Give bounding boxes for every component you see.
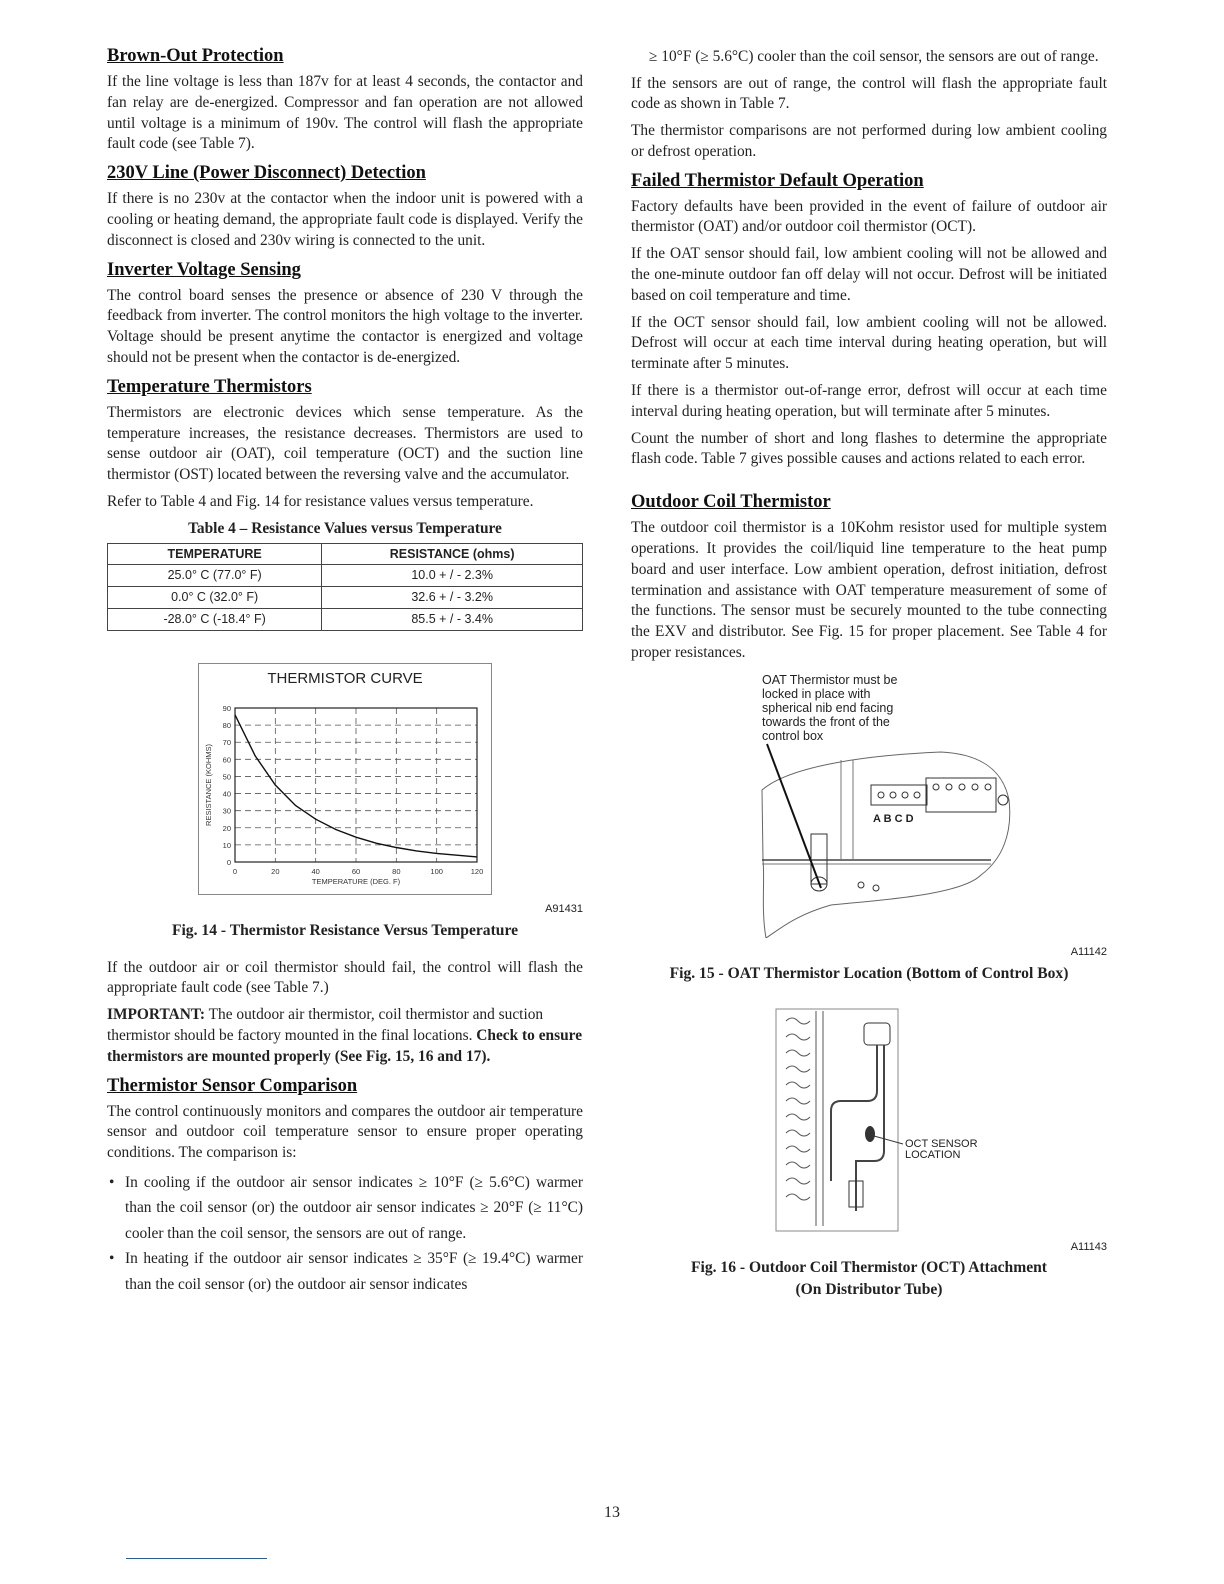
list-item <box>107 1170 583 1247</box>
y-tick-label: 90 <box>222 703 231 713</box>
coil-tubes <box>786 1018 810 1200</box>
line230-heading: 230V Line (Power Disconnect) Detection <box>107 163 426 184</box>
failed-text: Factory defaults have been provided in the event of failure of outdoor air thermistor (OAT) and/or outdoor coil thermistor (OCT). <box>631 197 1107 236</box>
y-tick-label: 60 <box>222 755 231 765</box>
sensor-leader <box>874 1136 903 1144</box>
fig16-caption-line2: (On Distributor Tube) <box>795 1281 943 1299</box>
table-header-row <box>108 543 583 565</box>
y-tick-label: 30 <box>222 806 231 816</box>
y-tick-label: 80 <box>222 720 231 730</box>
table-cell: 25.0° C (77.0° F) <box>108 565 322 587</box>
important-text: The outdoor air thermistor, coil thermistor and suction thermistor should be factory mounted in the final locations. <box>107 1006 544 1044</box>
table-row <box>108 587 583 609</box>
list-item-text: In heating if the outdoor air sensor indicates ≥ 35°F (≥ 19.4°C) warmer than the coil sensor (or) the outdoor air sensor indicates <box>125 1250 583 1293</box>
oat-note-line: locked in place with <box>762 686 871 701</box>
out-of-range-error-text: If there is a thermistor out-of-range error, defrost will occur at each time interval during heating operation, but will terminate after 5 minutes. <box>631 382 1107 420</box>
table-cell: -28.0° C (-18.4° F) <box>108 608 322 630</box>
oat-control-box-drawing <box>631 670 1107 938</box>
inverter-heading: Inverter Voltage Sensing <box>107 259 301 280</box>
important-bold: Check to ensure thermistors are mounted properly (See Fig. 15, 16 and 17). <box>107 1026 583 1065</box>
fig14-id: A91431 <box>545 902 583 915</box>
resistance-curve <box>235 715 477 857</box>
table-cell: 32.6 + / - 3.2% <box>322 587 583 609</box>
oct-label-line: LOCATION <box>905 1148 961 1161</box>
out-of-range-text: If the sensors are out of range, the control will flash the appropriate fault code as shown in Table 7. <box>631 74 1107 113</box>
oct-fail-text: If the OCT sensor should fail, low ambient cooling will not be allowed. Defrost will occur at each time interval during heating operation, but will terminate after 5 minutes. <box>631 313 1107 373</box>
footer-rule <box>126 1558 267 1559</box>
x-tick-label: 40 <box>311 866 320 876</box>
x-tick-label: 120 <box>470 866 484 876</box>
screw-icon <box>858 882 864 888</box>
brownout-text: If the line voltage is less than 187v for at least 4 seconds, the contactor and fan relay are de-energized. Compressor and fan operation are not allowed until voltage is a minimum of 190v. The control will flash the appropriate fault code (see Table 7). <box>107 73 583 153</box>
oat-fail-text: If the OAT sensor should fail, low ambient cooling will not be allowed and the one-minute outdoor fan off delay will not occur. Defrost will be initiated based on coil temperature and time. <box>631 245 1107 304</box>
chart-title: THERMISTOR CURVE <box>267 669 423 687</box>
y-axis-label: RESISTANCE (KOHMS) <box>204 743 213 826</box>
coil-frame <box>776 1009 898 1231</box>
list-item-text: In cooling if the outdoor air sensor indicates ≥ 10°F (≥ 5.6°C) warmer than the coil sensor (or) the outdoor air sensor indicates ≥ 20°F (≥ 11°C) cooler than the coil sensor, the sensors are out of range. <box>125 1173 583 1242</box>
oat-note-line: OAT Thermistor must be <box>762 672 898 687</box>
thermistors-refer-text: Refer to Table 4 and Fig. 14 for resistance values versus temperature. <box>107 492 534 510</box>
important-label: IMPORTANT: <box>107 1006 206 1024</box>
oat-note-line: spherical nib end facing <box>762 700 894 715</box>
fig16-caption-line1: Fig. 16 - Outdoor Coil Thermistor (OCT) Attachment <box>690 1259 1048 1277</box>
thermistor-curve-chart <box>199 664 491 894</box>
brownout-heading: Brown-Out Protection <box>107 46 284 66</box>
thermistors-text: Thermistors are electronic devices which sense temperature. As the temperature increases, the resistance decreases. Thermistors are used to sense outdoor air (OAT), coil temperature (OCT) and the suction line thermistor (OST) located between the reversing valve and the accumulator. <box>107 403 583 484</box>
comparison-heading: Thermistor Sensor Comparison <box>107 1075 358 1096</box>
line230-text: If there is no 230v at the contactor when the indoor unit is powered with a cooling or heating demand, the appropriate fault code is displayed. Verify the disconnect is closed and 230v wiring is connected to the unit. <box>107 190 583 249</box>
inverter-text: The control board senses the presence or absence of 230 V through the feedback from inverter. The control monitors the high voltage to the inverter. Voltage should be present anytime the contactor is energized and voltage should not be present when the contactor is de-energized. <box>107 286 583 366</box>
oct-sensor <box>865 1126 875 1142</box>
oat-note-line: control box <box>762 728 824 743</box>
bullet-icon: • <box>109 1173 115 1191</box>
fig15-id: A11142 <box>1070 945 1107 958</box>
y-tick-label: 10 <box>222 840 231 850</box>
connector-block <box>926 778 996 812</box>
table-cell: 10.0 + / - 2.3% <box>322 565 583 587</box>
x-tick-label: 100 <box>430 866 443 876</box>
x-axis-label: TEMPERATURE (DEG. F) <box>311 876 401 886</box>
y-tick-label: 0 <box>226 857 231 867</box>
comparison-list <box>107 1170 583 1298</box>
fig16-id: A11143 <box>1070 1240 1107 1253</box>
y-tick-label: 50 <box>222 772 231 782</box>
comparison-continued: ≥ 10°F (≥ 5.6°C) cooler than the coil sensor, the sensors are out of range. <box>649 48 1099 65</box>
x-tick-label: 0 <box>232 866 238 876</box>
important-note <box>107 1005 583 1067</box>
x-tick-label: 80 <box>392 866 401 876</box>
oct-attachment-figure <box>631 1001 1107 1237</box>
comparison-note: The thermistor comparisons are not performed during low ambient cooling or defrost operation. <box>631 122 1107 160</box>
fig14-caption: Fig. 14 - Thermistor Resistance Versus Temperature <box>171 921 519 939</box>
right-column <box>631 44 1107 1301</box>
table-header: TEMPERATURE <box>108 543 322 565</box>
screw-icon <box>873 885 879 891</box>
valve-body <box>864 1023 890 1045</box>
list-item <box>107 1246 583 1297</box>
board-label: A B C D <box>873 812 914 825</box>
oat-note-line: towards the front of the <box>762 714 890 729</box>
resistance-table <box>107 543 583 631</box>
table-header: RESISTANCE (ohms) <box>322 543 583 565</box>
table-row <box>108 608 583 630</box>
table4-caption: Table 4 – Resistance Values versus Temperature <box>188 519 502 537</box>
fail-text: If the outdoor air or coil thermistor should fail, the control will flash the appropriate fault code (see Table 7.) <box>107 958 583 997</box>
failed-heading: Failed Thermistor Default Operation <box>631 170 924 191</box>
thermistors-heading: Temperature Thermistors <box>107 376 312 397</box>
comparison-text: The control continuously monitors and compares the outdoor air temperature sensor and outdoor coil temperature sensor to ensure proper operating conditions. The comparison is: <box>107 1102 583 1162</box>
page-number: 13 <box>604 1504 620 1521</box>
table-row <box>108 565 583 587</box>
oat-location-figure <box>631 670 1107 938</box>
left-column <box>107 44 583 1297</box>
x-tick-label: 20 <box>271 866 280 876</box>
control-box-outline <box>762 752 1010 938</box>
terminal-block <box>871 785 927 805</box>
oct-text: The outdoor coil thermistor is a 10Kohm resistor used for multiple system operations. It provides the coil/liquid line temperature to the heat pump board and user interface. Low ambient operation, defrost initiation, defrost termination and assistance with OAT temperature measurement of some of the functions. The sensor must be securely mounted to the tube connecting the EXV and distributor. See Fig. 15 for proper placement. See Table 4 for proper resistances. <box>631 519 1107 662</box>
thermistor-curve-figure <box>198 663 492 895</box>
leader-line <box>767 744 821 888</box>
y-tick-label: 20 <box>222 823 231 833</box>
table-cell: 0.0° C (32.0° F) <box>108 587 322 609</box>
fig15-caption: Fig. 15 - OAT Thermistor Location (Bottom of Control Box) <box>669 964 1069 982</box>
terminal-dots <box>878 784 1008 805</box>
y-tick-label: 70 <box>222 737 231 747</box>
bullet-icon: • <box>109 1250 115 1268</box>
table-cell: 85.5 + / - 3.4% <box>322 608 583 630</box>
oct-heading: Outdoor Coil Thermistor <box>631 492 831 513</box>
oct-label-line: OCT SENSOR <box>905 1137 978 1150</box>
oct-distributor-drawing <box>631 1001 1107 1237</box>
y-tick-label: 40 <box>222 789 231 799</box>
flash-count-text: Count the number of short and long flashes to determine the appropriate flash code. Table 7 gives possible causes and actions related to each error. <box>631 429 1107 468</box>
x-tick-label: 60 <box>351 866 361 876</box>
